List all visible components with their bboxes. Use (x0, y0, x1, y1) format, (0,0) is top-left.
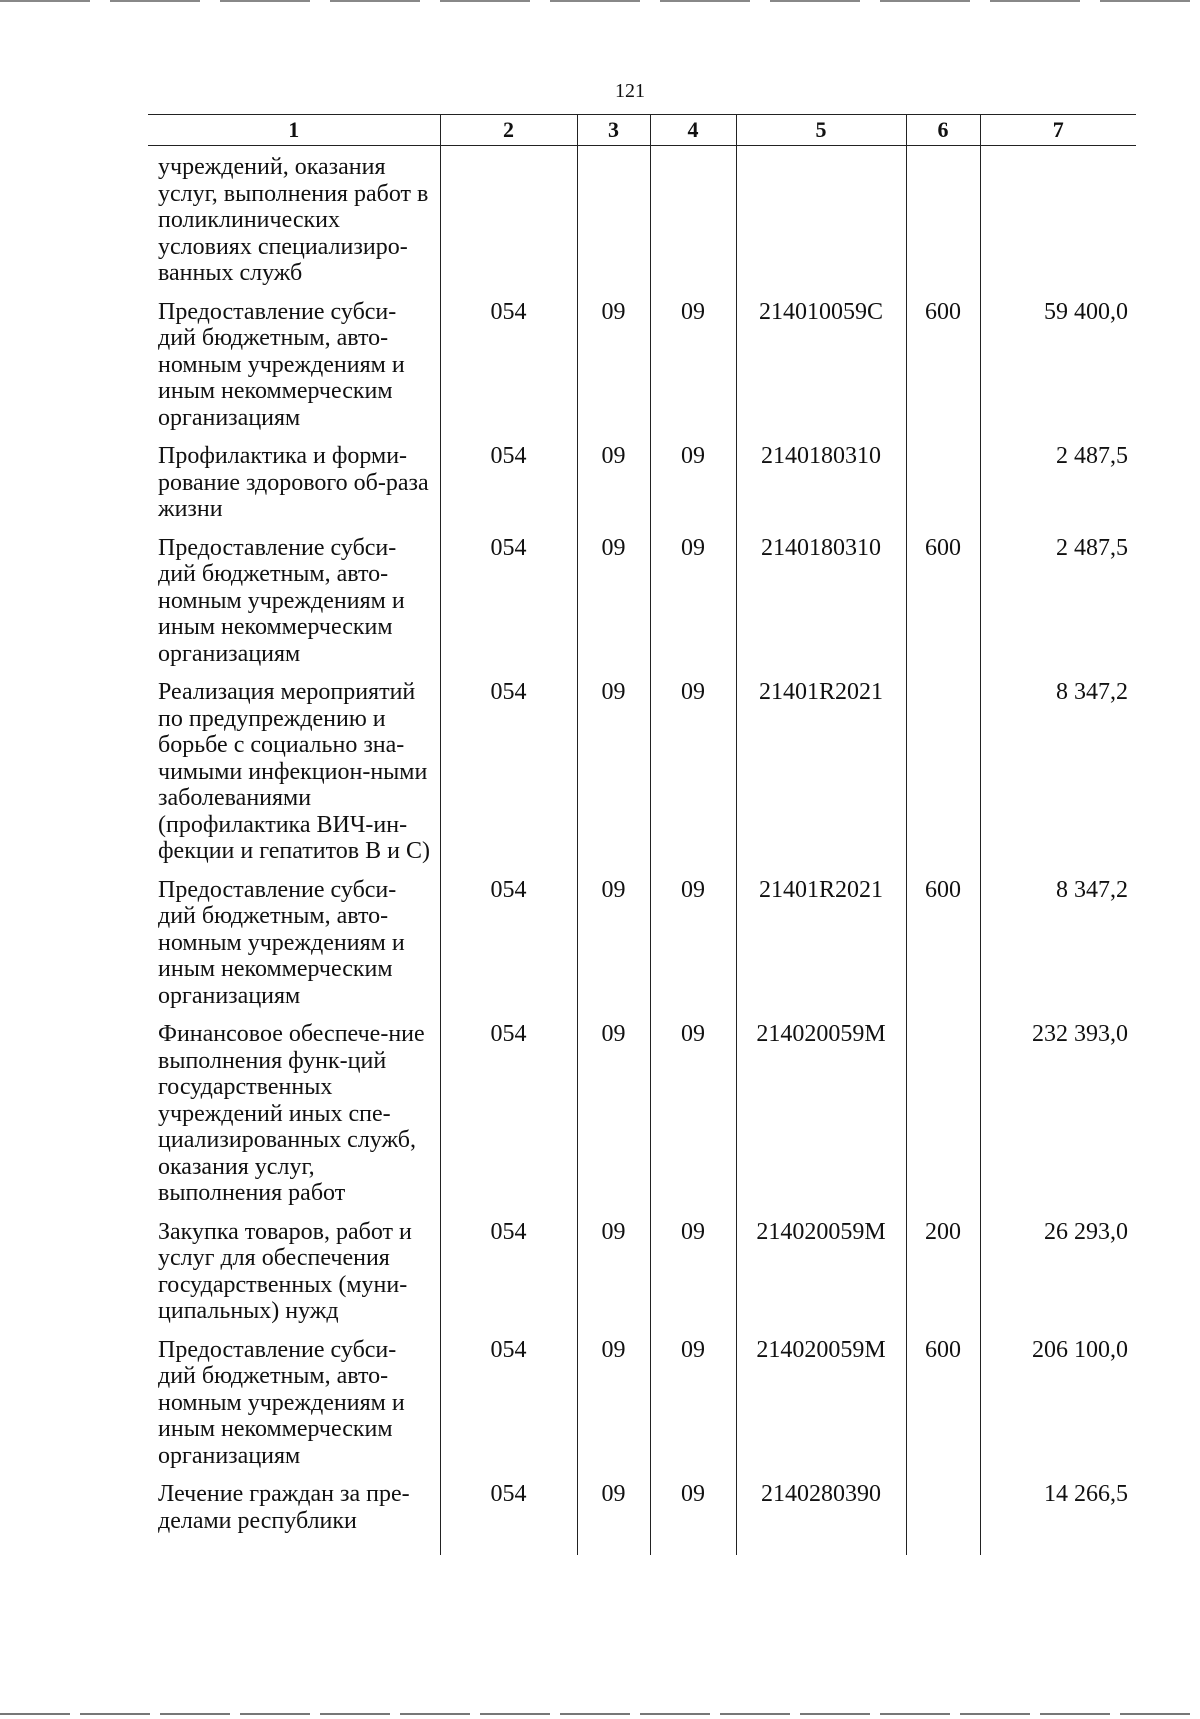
row-subsection: 09 (650, 1481, 736, 1555)
table-row (148, 1219, 1136, 1337)
row-expense-type: 600 (906, 1337, 980, 1482)
header-col-4: 4 (650, 115, 736, 146)
row-amount: 26 293,0 (980, 1219, 1136, 1337)
row-section: 09 (577, 1481, 650, 1555)
row-target-item: 2140180310 (736, 443, 906, 535)
row-expense-type (906, 1021, 980, 1219)
row-name: Предоставление субси-дий бюджетным, авто-номным учреждениям и иным некоммерческим организациям (158, 298, 405, 431)
table-row (148, 299, 1136, 444)
row-section (577, 146, 650, 299)
row-section: 09 (577, 1337, 650, 1482)
row-ministry-code: 054 (440, 443, 577, 535)
row-subsection: 09 (650, 679, 736, 877)
row-name: Закупка товаров, работ и услуг для обеспечения государственных (муни-ципальных) нужд (158, 1218, 412, 1324)
row-amount (980, 146, 1136, 299)
header-col-5: 5 (736, 115, 906, 146)
row-amount: 2 487,5 (980, 443, 1136, 535)
row-name: Профилактика и форми-рование здорового об-раза жизни (158, 443, 429, 522)
row-section: 09 (577, 1021, 650, 1219)
row-target-item: 21401R2021 (736, 877, 906, 1022)
row-target-item (736, 146, 906, 299)
row-ministry-code: 054 (440, 1021, 577, 1219)
scan-bottom-edge (0, 1713, 1200, 1715)
row-ministry-code (440, 146, 577, 299)
row-name: учреждений, оказания услуг, выполнения работ в поликлинических условиях специализиро-ванных служб (158, 154, 429, 286)
header-col-2: 2 (440, 115, 577, 146)
row-ministry-code: 054 (440, 299, 577, 444)
row-section: 09 (577, 299, 650, 444)
row-target-item: 21401R2021 (736, 679, 906, 877)
header-row (148, 115, 1136, 146)
row-amount: 14 266,5 (980, 1481, 1136, 1555)
page-number: 121 (615, 80, 645, 102)
table-row (148, 877, 1136, 1022)
row-amount: 59 400,0 (980, 299, 1136, 444)
row-expense-type (906, 1481, 980, 1555)
table-header (148, 115, 1136, 146)
row-amount: 8 347,2 (980, 679, 1136, 877)
row-name: Предоставление субси-дий бюджетным, авто-номным учреждениям и иным некоммерческим организациям (158, 1336, 405, 1469)
row-target-item: 214020059М (736, 1337, 906, 1482)
row-section: 09 (577, 877, 650, 1022)
row-ministry-code: 054 (440, 1337, 577, 1482)
header-col-1: 1 (148, 115, 440, 146)
header-col-3: 3 (577, 115, 650, 146)
row-name: Лечение граждан за пре-делами республики (158, 1481, 410, 1534)
row-expense-type: 600 (906, 535, 980, 680)
row-name: Финансовое обеспече-ние выполнения функ-ций государственных учреждений иных спе-циализированных служб, оказания услуг, выполнения работ (158, 1021, 425, 1206)
row-expense-type (906, 679, 980, 877)
row-amount: 206 100,0 (980, 1337, 1136, 1482)
row-ministry-code: 054 (440, 535, 577, 680)
row-subsection: 09 (650, 535, 736, 680)
row-target-item: 214020059М (736, 1021, 906, 1219)
row-subsection: 09 (650, 1219, 736, 1337)
row-target-item: 214010059С (736, 299, 906, 444)
budget-table (148, 114, 1136, 1555)
row-name: Предоставление субси-дий бюджетным, авто-номным учреждениям и иным некоммерческим организациям (158, 534, 405, 667)
row-name: Предоставление субси-дий бюджетным, авто-номным учреждениям и иным некоммерческим организациям (158, 876, 405, 1009)
table-row (148, 1021, 1136, 1219)
table-row (148, 535, 1136, 680)
table-row (148, 679, 1136, 877)
row-section: 09 (577, 1219, 650, 1337)
row-name: Реализация мероприятий по предупреждению и борьбе с социально зна-чимыми инфекцион-ными заболеваниями (профилактика ВИЧ-ин-фекции и гепатитов В и С) (158, 679, 430, 864)
table-row (148, 146, 1136, 299)
row-subsection: 09 (650, 1337, 736, 1482)
table-row (148, 1337, 1136, 1482)
row-ministry-code: 054 (440, 1481, 577, 1555)
row-target-item: 2140280390 (736, 1481, 906, 1555)
row-section: 09 (577, 535, 650, 680)
row-subsection: 09 (650, 443, 736, 535)
row-expense-type: 600 (906, 299, 980, 444)
header-col-6: 6 (906, 115, 980, 146)
row-ministry-code: 054 (440, 679, 577, 877)
row-subsection (650, 146, 736, 299)
row-expense-type (906, 443, 980, 535)
row-expense-type: 600 (906, 877, 980, 1022)
row-expense-type (906, 146, 980, 299)
row-section: 09 (577, 679, 650, 877)
row-expense-type: 200 (906, 1219, 980, 1337)
row-subsection: 09 (650, 299, 736, 444)
row-amount: 2 487,5 (980, 535, 1136, 680)
row-target-item: 2140180310 (736, 535, 906, 680)
row-amount: 232 393,0 (980, 1021, 1136, 1219)
table-row (148, 443, 1136, 535)
row-section: 09 (577, 443, 650, 535)
header-col-7: 7 (980, 115, 1136, 146)
row-ministry-code: 054 (440, 877, 577, 1022)
row-subsection: 09 (650, 1021, 736, 1219)
table-body (148, 146, 1136, 1556)
row-amount: 8 347,2 (980, 877, 1136, 1022)
scan-top-edge (0, 0, 1200, 2)
row-subsection: 09 (650, 877, 736, 1022)
row-target-item: 214020059М (736, 1219, 906, 1337)
table-row (148, 1481, 1136, 1555)
row-ministry-code: 054 (440, 1219, 577, 1337)
